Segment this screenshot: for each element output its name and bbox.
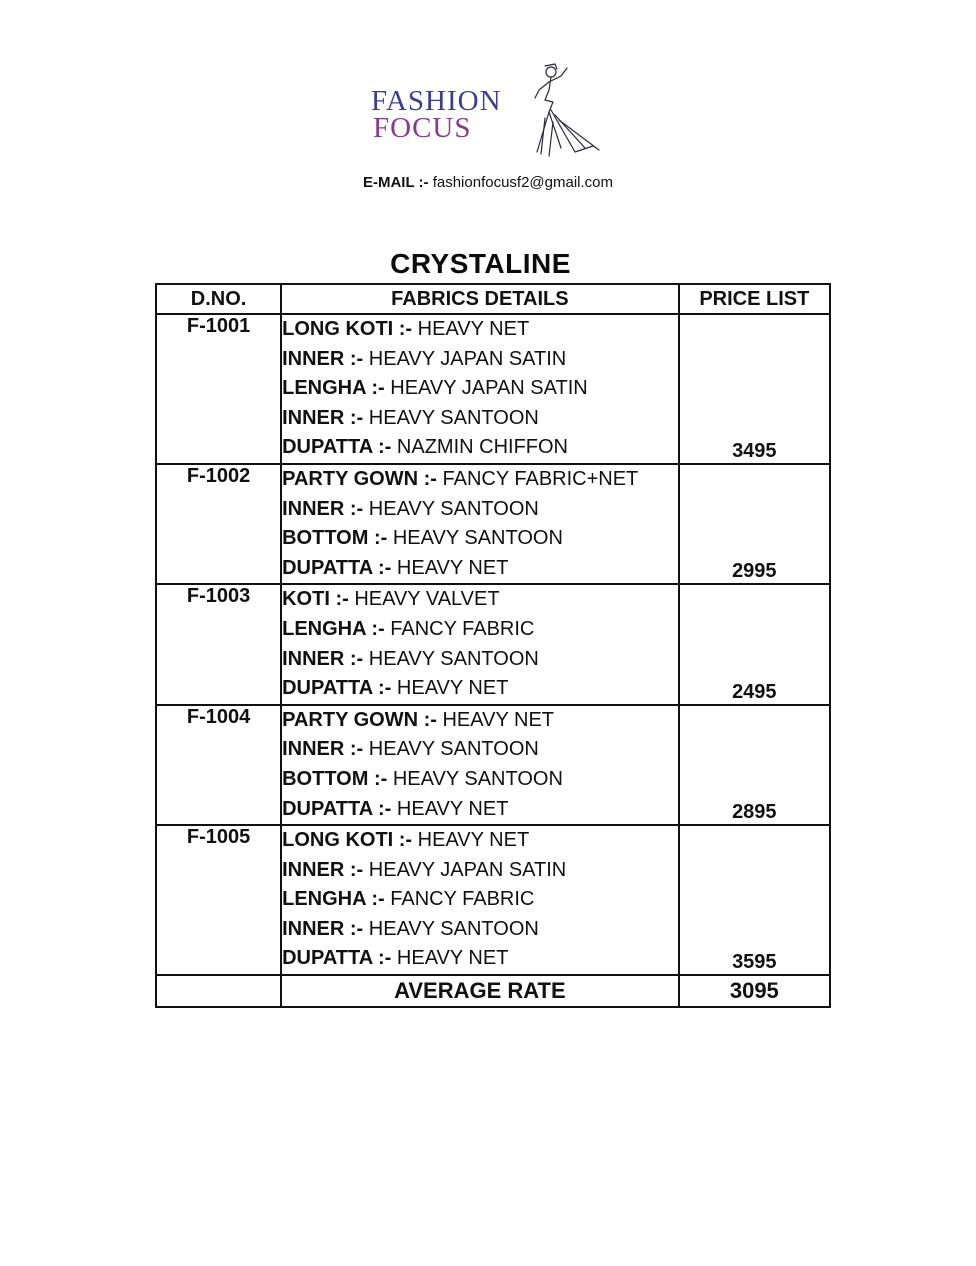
logo-line-1: FASHION — [371, 85, 502, 117]
design-number: F-1005 — [156, 825, 281, 975]
fabric-material: HEAVY SANTOON — [368, 917, 539, 940]
fabric-part: INNER :- — [282, 858, 364, 881]
fabric-material: FANCY FABRIC — [390, 617, 535, 640]
fabric-material: HEAVY NET — [442, 708, 554, 731]
average-empty-cell — [156, 975, 281, 1007]
header-fabrics: FABRICS DETAILS — [281, 284, 679, 314]
design-number: F-1002 — [156, 464, 281, 584]
price-value: 3495 — [679, 314, 830, 464]
brand-logo — [365, 60, 605, 160]
design-number: F-1003 — [156, 584, 281, 704]
average-row — [156, 975, 830, 1007]
fabric-line — [282, 826, 678, 856]
table-row — [156, 825, 830, 975]
fabric-details — [281, 464, 679, 584]
contact-email — [0, 174, 976, 191]
fabric-material: HEAVY NET — [396, 677, 509, 700]
fabric-line — [282, 404, 678, 434]
fabric-part: INNER :- — [282, 497, 364, 520]
catalog-title: CRYSTALINE — [390, 248, 571, 279]
logo-wordmark — [371, 85, 502, 144]
fabric-line — [282, 315, 678, 345]
fabric-material: FANCY FABRIC+NET — [442, 467, 639, 490]
fabric-material: HEAVY NET — [396, 797, 509, 820]
table-row — [156, 314, 830, 464]
fabric-part: LENGHA :- — [282, 617, 385, 640]
average-value: 3095 — [679, 975, 830, 1007]
logo-line-2: FOCUS — [373, 112, 472, 144]
fabric-material: HEAVY NET — [396, 947, 509, 970]
fabric-part: INNER :- — [282, 406, 364, 429]
fabric-part: INNER :- — [282, 738, 364, 761]
fabric-material: HEAVY NET — [396, 556, 509, 579]
fabric-material: HEAVY JAPAN SATIN — [368, 347, 567, 370]
fabric-line — [282, 433, 678, 463]
fabric-part: INNER :- — [282, 647, 364, 670]
table-row — [156, 705, 830, 825]
fabric-part: PARTY GOWN :- — [282, 708, 437, 731]
fabric-part: DUPATTA :- — [282, 677, 392, 700]
fabric-part: BOTTOM :- — [282, 767, 388, 790]
fabric-line — [282, 465, 678, 495]
header-price: PRICE LIST — [679, 284, 830, 314]
fabric-line — [282, 524, 678, 554]
fabric-part: DUPATTA :- — [282, 556, 392, 579]
fabric-details — [281, 705, 679, 825]
fabric-line — [282, 374, 678, 404]
average-label: AVERAGE RATE — [281, 975, 679, 1007]
fabric-details — [281, 314, 679, 464]
fabric-material: HEAVY SANTOON — [368, 406, 539, 429]
header-dno: D.NO. — [156, 284, 281, 314]
price-value: 2995 — [679, 464, 830, 584]
fabric-part: KOTI :- — [282, 588, 349, 611]
design-number: F-1001 — [156, 314, 281, 464]
fabric-part: DUPATTA :- — [282, 797, 392, 820]
fabric-material: HEAVY SANTOON — [392, 767, 563, 790]
fabric-part: PARTY GOWN :- — [282, 467, 437, 490]
price-value: 3595 — [679, 825, 830, 975]
fabric-line — [282, 585, 678, 615]
fabric-part: DUPATTA :- — [282, 947, 392, 970]
fabric-line — [282, 735, 678, 765]
price-value: 2495 — [679, 584, 830, 704]
fabric-part: INNER :- — [282, 347, 364, 370]
fabric-line — [282, 915, 678, 945]
email-address: fashionfocusf2@gmail.com — [432, 174, 614, 191]
table-row — [156, 464, 830, 584]
fabric-part: LONG KOTI :- — [282, 829, 413, 852]
fabric-line — [282, 674, 678, 704]
fabric-material: HEAVY NET — [417, 318, 530, 340]
fabric-line — [282, 615, 678, 645]
fabric-part: LENGHA :- — [282, 888, 385, 911]
fabric-line — [282, 885, 678, 915]
fabric-details — [281, 825, 679, 975]
price-value: 2895 — [679, 705, 830, 825]
table-header-row — [156, 284, 830, 314]
fabric-part: BOTTOM :- — [282, 527, 388, 550]
fabric-material: HEAVY SANTOON — [392, 527, 563, 550]
fabric-material: HEAVY SANTOON — [368, 497, 539, 520]
fabric-material: NAZMIN CHIFFON — [396, 436, 568, 459]
fabric-part: LONG KOTI :- — [282, 318, 413, 340]
fabric-line — [282, 645, 678, 675]
fabric-material: HEAVY JAPAN SATIN — [368, 858, 567, 881]
fabric-material: HEAVY NET — [417, 829, 530, 852]
fabric-details — [281, 584, 679, 704]
fabric-part: DUPATTA :- — [282, 436, 392, 459]
fabric-line — [282, 554, 678, 584]
fabric-line — [282, 856, 678, 886]
price-list-table — [155, 283, 831, 1008]
fabric-material: FANCY FABRIC — [390, 888, 535, 911]
fabric-line — [282, 765, 678, 795]
fashion-model-icon — [515, 60, 605, 160]
fabric-material: HEAVY SANTOON — [368, 738, 539, 761]
fabric-material: HEAVY SANTOON — [368, 647, 539, 670]
fabric-material: HEAVY JAPAN SATIN — [390, 377, 588, 400]
fabric-line — [282, 795, 678, 825]
fabric-line — [282, 495, 678, 525]
fabric-line — [282, 944, 678, 974]
design-number: F-1004 — [156, 705, 281, 825]
fabric-line — [282, 706, 678, 736]
fabric-material: HEAVY VALVET — [354, 588, 500, 611]
fabric-part: LENGHA :- — [282, 377, 385, 400]
table-row — [156, 584, 830, 704]
fabric-line — [282, 345, 678, 375]
fabric-part: INNER :- — [282, 917, 364, 940]
email-label: E-MAIL :- — [362, 174, 429, 191]
